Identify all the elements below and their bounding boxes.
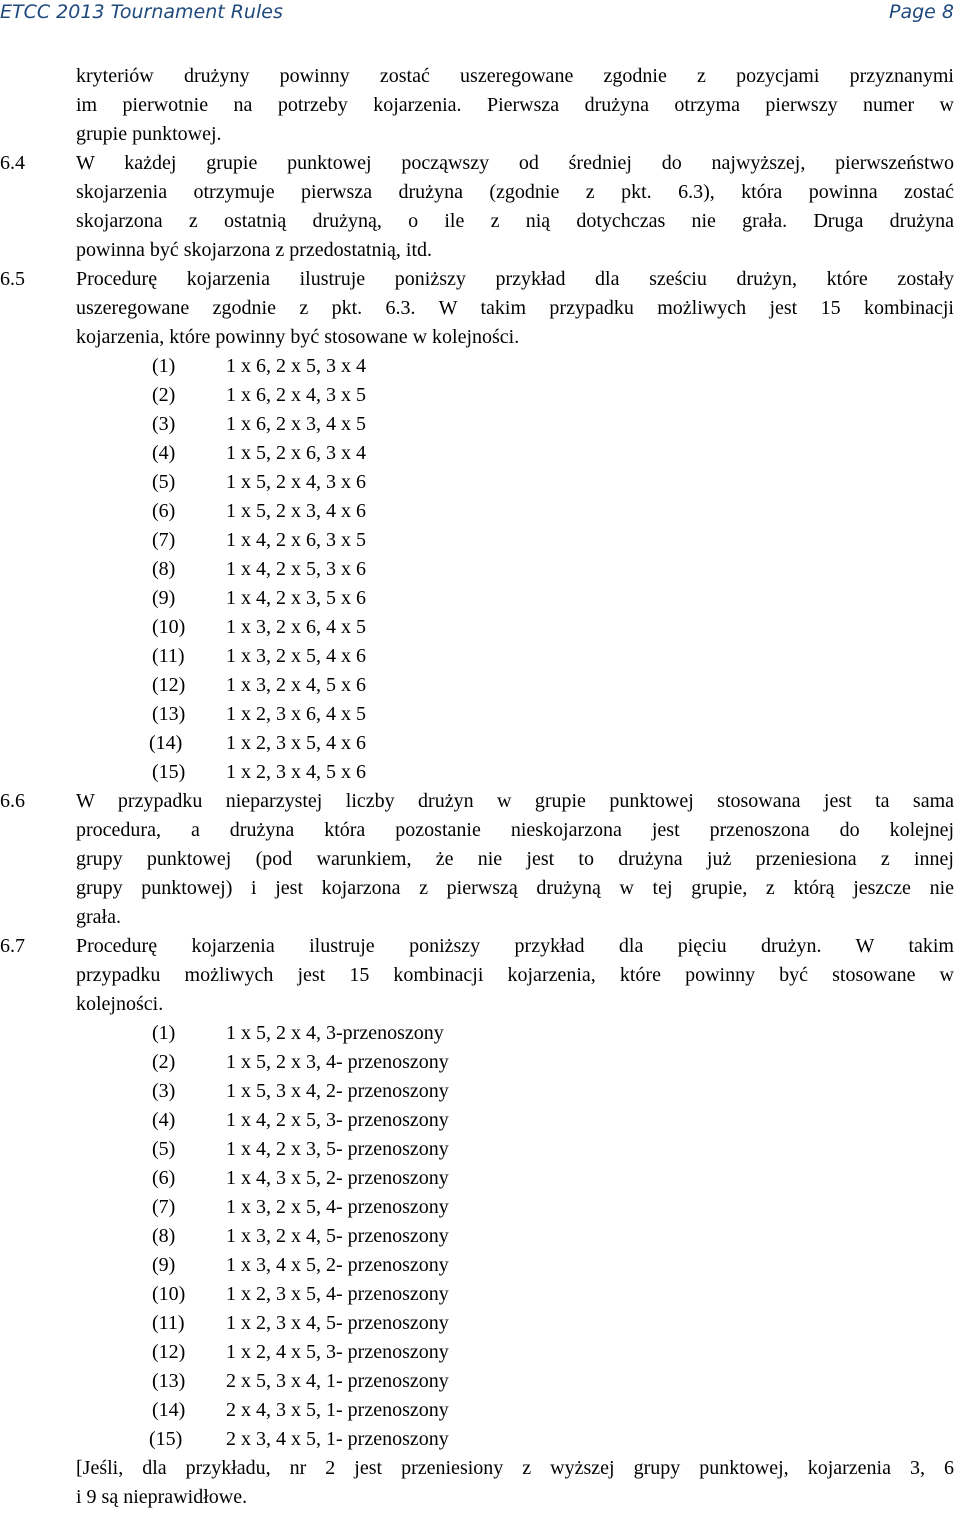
combination-pairings: 1 x 6, 2 x 5, 3 x 4 [226, 355, 366, 377]
text-line: przypadku możliwych jest 15 kombinacji kojarzenia, które powinny być stosowane w [76, 964, 954, 986]
combination-item [0, 381, 960, 410]
combination-number: (12) [152, 1341, 186, 1363]
combination-item [0, 1135, 960, 1164]
combination-number: (2) [152, 1051, 176, 1073]
text-line: skojarzenia otrzymuje pierwsza drużyna (zgodnie z pkt. 6.3), która powinna zostać [76, 181, 954, 203]
text-line: W każdej grupie punktowej począwszy od średniej do najwyższej, pierwszeństwo [76, 152, 954, 174]
combination-pairings: 1 x 4, 2 x 6, 3 x 5 [226, 529, 366, 551]
combination-pairings: 1 x 2, 3 x 6, 4 x 5 [226, 703, 366, 725]
combination-number: (4) [152, 1109, 176, 1131]
combination-pairings: 1 x 2, 3 x 5, 4- przenoszony [226, 1283, 449, 1305]
combination-pairings: 1 x 4, 3 x 5, 2- przenoszony [226, 1167, 449, 1189]
combination-number: (10) [152, 1283, 186, 1305]
document-title: ETCC 2013 Tournament Rules [0, 1, 283, 23]
combination-item [0, 497, 960, 526]
text-line: Procedurę kojarzenia ilustruje poniższy przykład dla pięciu drużyn. W takim [76, 935, 954, 957]
combination-pairings: 1 x 3, 2 x 5, 4 x 6 [226, 645, 366, 667]
combination-number: (6) [152, 1167, 176, 1189]
combination-item [0, 1019, 960, 1048]
combination-number: (13) [152, 703, 186, 725]
section-number: 6.6 [0, 790, 25, 812]
combination-pairings: 1 x 4, 2 x 5, 3 x 6 [226, 558, 366, 580]
combination-pairings: 1 x 2, 3 x 4, 5 x 6 [226, 761, 366, 783]
combination-pairings: 1 x 3, 4 x 5, 2- przenoszony [226, 1254, 449, 1276]
text-line: uszeregowane zgodnie z pkt. 6.3. W takim przypadku możliwych jest 15 kombinacji [76, 297, 954, 319]
combination-number: (1) [152, 355, 176, 377]
combination-item [0, 468, 960, 497]
text-line: i 9 są nieprawidłowe. [76, 1486, 248, 1508]
combination-item [0, 410, 960, 439]
combination-item [0, 1425, 960, 1454]
combination-item [0, 1193, 960, 1222]
combination-item [0, 352, 960, 381]
combination-item [0, 1048, 960, 1077]
text-line: grupy punktowej) i jest kojarzona z pierwszą drużyną w tej grupie, z którą jeszcze nie [76, 877, 954, 899]
combination-number: (15) [152, 761, 186, 783]
combination-number: (5) [152, 1138, 176, 1160]
combination-number: (3) [152, 413, 176, 435]
combination-number: (4) [152, 442, 176, 464]
page-number: Page 8 [889, 1, 954, 23]
combination-item [0, 439, 960, 468]
text-line: Procedurę kojarzenia ilustruje poniższy przykład dla sześciu drużyn, które zostały [76, 268, 954, 290]
combination-item [0, 1164, 960, 1193]
closing-note [0, 1454, 954, 1512]
combination-number: (12) [152, 674, 186, 696]
text-line: skojarzona z ostatnią drużyną, o ile z nią dotychczas nie grała. Druga drużyna [76, 210, 954, 232]
section-6-5 [0, 265, 954, 352]
combination-pairings: 1 x 3, 2 x 6, 4 x 5 [226, 616, 366, 638]
combination-pairings: 1 x 3, 2 x 4, 5 x 6 [226, 674, 366, 696]
section-number: 6.5 [0, 268, 25, 290]
combination-number: (7) [152, 1196, 176, 1218]
combination-pairings: 1 x 2, 3 x 5, 4 x 6 [226, 732, 366, 754]
combination-number: (9) [152, 1254, 176, 1276]
combination-number: (13) [152, 1370, 186, 1392]
combination-pairings: 1 x 4, 2 x 3, 5- przenoszony [226, 1138, 449, 1160]
section-6-6 [0, 787, 954, 932]
section-6-7 [0, 932, 954, 1019]
combination-number: (15) [149, 1428, 183, 1450]
combination-item [0, 584, 960, 613]
text-line: kryteriów drużyny powinny zostać uszeregowane zgodnie z pozycjami przyznanymi [76, 65, 954, 87]
combination-number: (8) [152, 1225, 176, 1247]
text-line: procedura, a drużyna która pozostanie nieskojarzona jest przenoszona do kolejnej [76, 819, 954, 841]
combination-pairings: 1 x 5, 2 x 3, 4- przenoszony [226, 1051, 449, 1073]
text-line: kolejności. [76, 993, 164, 1015]
combination-pairings: 1 x 2, 3 x 4, 5- przenoszony [226, 1312, 449, 1334]
combination-pairings: 1 x 5, 2 x 3, 4 x 6 [226, 500, 366, 522]
combination-item [0, 1077, 960, 1106]
combination-item [0, 1338, 960, 1367]
combination-pairings: 1 x 3, 2 x 5, 4- przenoszony [226, 1196, 449, 1218]
text-line: W przypadku nieparzystej liczby drużyn w grupie punktowej stosowana jest ta sama [76, 790, 954, 812]
section-number: 6.7 [0, 935, 25, 957]
combination-number: (2) [152, 384, 176, 406]
text-line: grupy punktowej (pod warunkiem, że nie jest to drużyna już przeniesiona z innej [76, 848, 954, 870]
combination-item [0, 642, 960, 671]
combination-pairings: 1 x 6, 2 x 3, 4 x 5 [226, 413, 366, 435]
section-number: 6.4 [0, 152, 25, 174]
combination-item [0, 1309, 960, 1338]
combination-item [0, 613, 960, 642]
combination-number: (1) [152, 1022, 176, 1044]
combination-pairings: 2 x 5, 3 x 4, 1- przenoszony [226, 1370, 449, 1392]
combination-pairings: 1 x 3, 2 x 4, 5- przenoszony [226, 1225, 449, 1247]
text-line: [Jeśli, dla przykładu, nr 2 jest przeniesiony z wyższej grupy punktowej, kojarzenia 3, 6 [76, 1457, 954, 1479]
combination-pairings: 1 x 4, 2 x 5, 3- przenoszony [226, 1109, 449, 1131]
combination-number: (6) [152, 500, 176, 522]
text-line: im pierwotnie na potrzeby kojarzenia. Pierwsza drużyna otrzyma pierwszy numer w [76, 94, 954, 116]
combination-number: (11) [152, 1312, 185, 1334]
combination-number: (7) [152, 529, 176, 551]
combination-item [0, 1251, 960, 1280]
combination-item [0, 1367, 960, 1396]
combination-item [0, 700, 960, 729]
combination-number: (3) [152, 1080, 176, 1102]
combination-number: (14) [152, 1399, 186, 1421]
combination-pairings: 1 x 4, 2 x 3, 5 x 6 [226, 587, 366, 609]
page-header [0, 0, 960, 26]
combination-list-five-teams [0, 1019, 960, 1454]
combination-item [0, 1280, 960, 1309]
combination-pairings: 1 x 5, 3 x 4, 2- przenoszony [226, 1080, 449, 1102]
combination-item [0, 729, 960, 758]
combination-pairings: 1 x 5, 2 x 4, 3-przenoszony [226, 1022, 444, 1044]
combination-pairings: 2 x 4, 3 x 5, 1- przenoszony [226, 1399, 449, 1421]
combination-item [0, 1106, 960, 1135]
combination-item [0, 526, 960, 555]
combination-number: (11) [152, 645, 185, 667]
combination-number: (5) [152, 471, 176, 493]
page-body [0, 62, 960, 1512]
combination-number: (14) [149, 732, 183, 754]
combination-number: (10) [152, 616, 186, 638]
combination-item [0, 1222, 960, 1251]
combination-item [0, 758, 960, 787]
text-line: grała. [76, 906, 121, 928]
combination-pairings: 1 x 6, 2 x 4, 3 x 5 [226, 384, 366, 406]
text-line: powinna być skojarzona z przedostatnią, itd. [76, 239, 432, 261]
combination-number: (8) [152, 558, 176, 580]
text-line: grupie punktowej. [76, 123, 222, 145]
combination-item [0, 671, 960, 700]
combination-item [0, 555, 960, 584]
combination-number: (9) [152, 587, 176, 609]
combination-pairings: 1 x 2, 4 x 5, 3- przenoszony [226, 1341, 449, 1363]
section-6-4 [0, 149, 954, 265]
combination-pairings: 2 x 3, 4 x 5, 1- przenoszony [226, 1428, 449, 1450]
combination-pairings: 1 x 5, 2 x 4, 3 x 6 [226, 471, 366, 493]
combination-list-six-teams [0, 352, 960, 787]
text-line: kojarzenia, które powinny być stosowane w kolejności. [76, 326, 520, 348]
combination-item [0, 1396, 960, 1425]
intro-paragraph [0, 62, 954, 149]
combination-pairings: 1 x 5, 2 x 6, 3 x 4 [226, 442, 366, 464]
